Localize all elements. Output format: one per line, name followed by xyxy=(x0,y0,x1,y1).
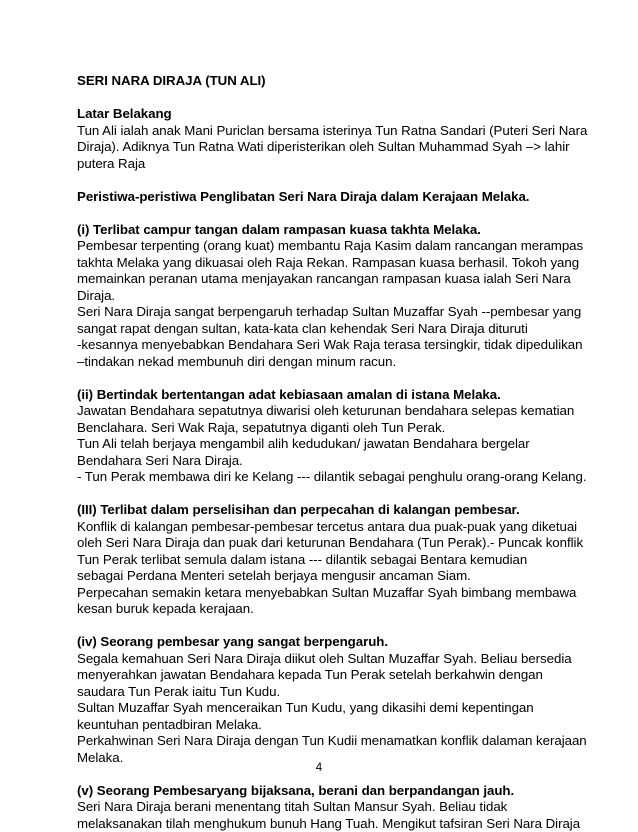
text-line: Perpecahan semakin ketara menyebabkan Sultan Muzaffar Syah bimbang membawa xyxy=(77,585,577,602)
text-line: Pembesar terpenting (orang kuat) membantu Raja Kasim dalam rancangan merampas xyxy=(77,238,577,255)
section-iv xyxy=(77,634,577,766)
section-heading: (i) Terlibat campur tangan dalam rampasan kuasa takhta Melaka. xyxy=(77,222,577,239)
text-line: keuntuhan pentadbiran Melaka. xyxy=(77,717,577,734)
section-v xyxy=(77,783,577,832)
text-line: Seri Nara Diraja sangat berpengaruh terhadap Sultan Muzaffar Syah --pembesar yang xyxy=(77,304,577,321)
text-line: Tun Perak terlibat semula dalam istana --- dilantik sebagai Bentara kemudian xyxy=(77,552,577,569)
section-heading: (ii) Bertindak bertentangan adat kebiasaan amalan di istana Melaka. xyxy=(77,387,577,404)
text-line: kesan buruk kepada kerajaan. xyxy=(77,601,577,618)
text-line: Seri Nara Diraja berani menentang titah Sultan Mansur Syah. Beliau tidak xyxy=(77,799,577,816)
text-line: Melaka. xyxy=(77,750,577,767)
text-line: Tun Ali ialah anak Mani Puriclan bersama isterinya Tun Ratna Sandari (Puteri Seri Nara xyxy=(77,123,577,140)
section-heading: (iv) Seorang pembesar yang sangat berpengaruh. xyxy=(77,634,577,651)
text-line: Diraja. xyxy=(77,288,577,305)
section-iii xyxy=(77,502,577,618)
text-line: Konflik di kalangan pembesar-pembesar tercetus antara dua puak-puak yang diketuai xyxy=(77,519,577,536)
text-line: Bendahara Seri Nara Diraja. xyxy=(77,453,577,470)
text-line: Segala kemahuan Seri Nara Diraja diikut oleh Sultan Muzaffar Syah. Beliau bersedia xyxy=(77,651,577,668)
text-line: - Tun Perak membawa diri ke Kelang --- dilantik sebagai penghulu orang-orang Kelang. xyxy=(77,469,577,486)
text-line: takhta Melaka yang dikuasai oleh Raja Rekan. Rampasan kuasa berhasil. Tokoh yang xyxy=(77,255,577,272)
text-line: sangat rapat dengan sultan, kata-kata clan kehendak Seri Nara Diraja dituruti xyxy=(77,321,577,338)
section-heading: (v) Seorang Pembesaryang bijaksana, berani dan berpandangan jauh. xyxy=(77,783,577,800)
latar-heading: Latar Belakang xyxy=(77,106,577,123)
text-line: -kesannya menyebabkan Bendahara Seri Wak Raja terasa tersingkir, tidak dipedulikan xyxy=(77,337,577,354)
peristiwa-heading: Peristiwa-peristiwa Penglibatan Seri Nara Diraja dalam Kerajaan Melaka. xyxy=(77,189,577,206)
text-line: memainkan peranan utama menjayakan rancangan rampasan kuasa ialah Seri Nara xyxy=(77,271,577,288)
text-line: melaksanakan tilah menghukum bunuh Hang Tuah. Mengikut tafsiran Seri Nara Diraja xyxy=(77,816,577,832)
text-line: Diraja). Adiknya Tun Ratna Wati diperisterikan oleh Sultan Muhammad Syah –> lahir xyxy=(77,139,577,156)
text-line: sebagai Perdana Menteri setelah berjaya mengusir ancaman Siam. xyxy=(77,568,577,585)
text-line: Tun Ali telah berjaya mengambil alih kedudukan/ jawatan Bendahara bergelar xyxy=(77,436,577,453)
text-line: Sultan Muzaffar Syah menceraikan Tun Kudu, yang dikasihi demi kepentingan xyxy=(77,700,577,717)
section-i xyxy=(77,222,577,371)
text-line: –tindakan nekad membunuh diri dengan minum racun. xyxy=(77,354,577,371)
text-line: Jawatan Bendahara sepatutnya diwarisi oleh keturunan bendahara selepas kematian xyxy=(77,403,577,420)
text-line: oleh Seri Nara Diraja dan puak dari keturunan Bendahara (Tun Perak).- Puncak konflik xyxy=(77,535,577,552)
text-line: menyerahkan jawatan Bendahara kepada Tun Perak setelah berkahwin dengan xyxy=(77,667,577,684)
page-title: SERI NARA DIRAJA (TUN ALI) xyxy=(77,73,577,90)
text-line: saudara Tun Perak iaitu Tun Kudu. xyxy=(77,684,577,701)
text-line: Benclahara. Seri Wak Raja, sepatutnya diganti oleh Tun Perak. xyxy=(77,420,577,437)
section-heading: (III) Terlibat dalam perselisihan dan perpecahan di kalangan pembesar. xyxy=(77,502,577,519)
latar-paragraph xyxy=(77,123,577,173)
page-number: 4 xyxy=(0,762,638,774)
section-ii xyxy=(77,387,577,486)
text-line: putera Raja xyxy=(77,156,577,173)
text-line: Perkahwinan Seri Nara Diraja dengan Tun Kudii menamatkan konflik dalaman kerajaan xyxy=(77,733,577,750)
document-body xyxy=(77,73,577,832)
